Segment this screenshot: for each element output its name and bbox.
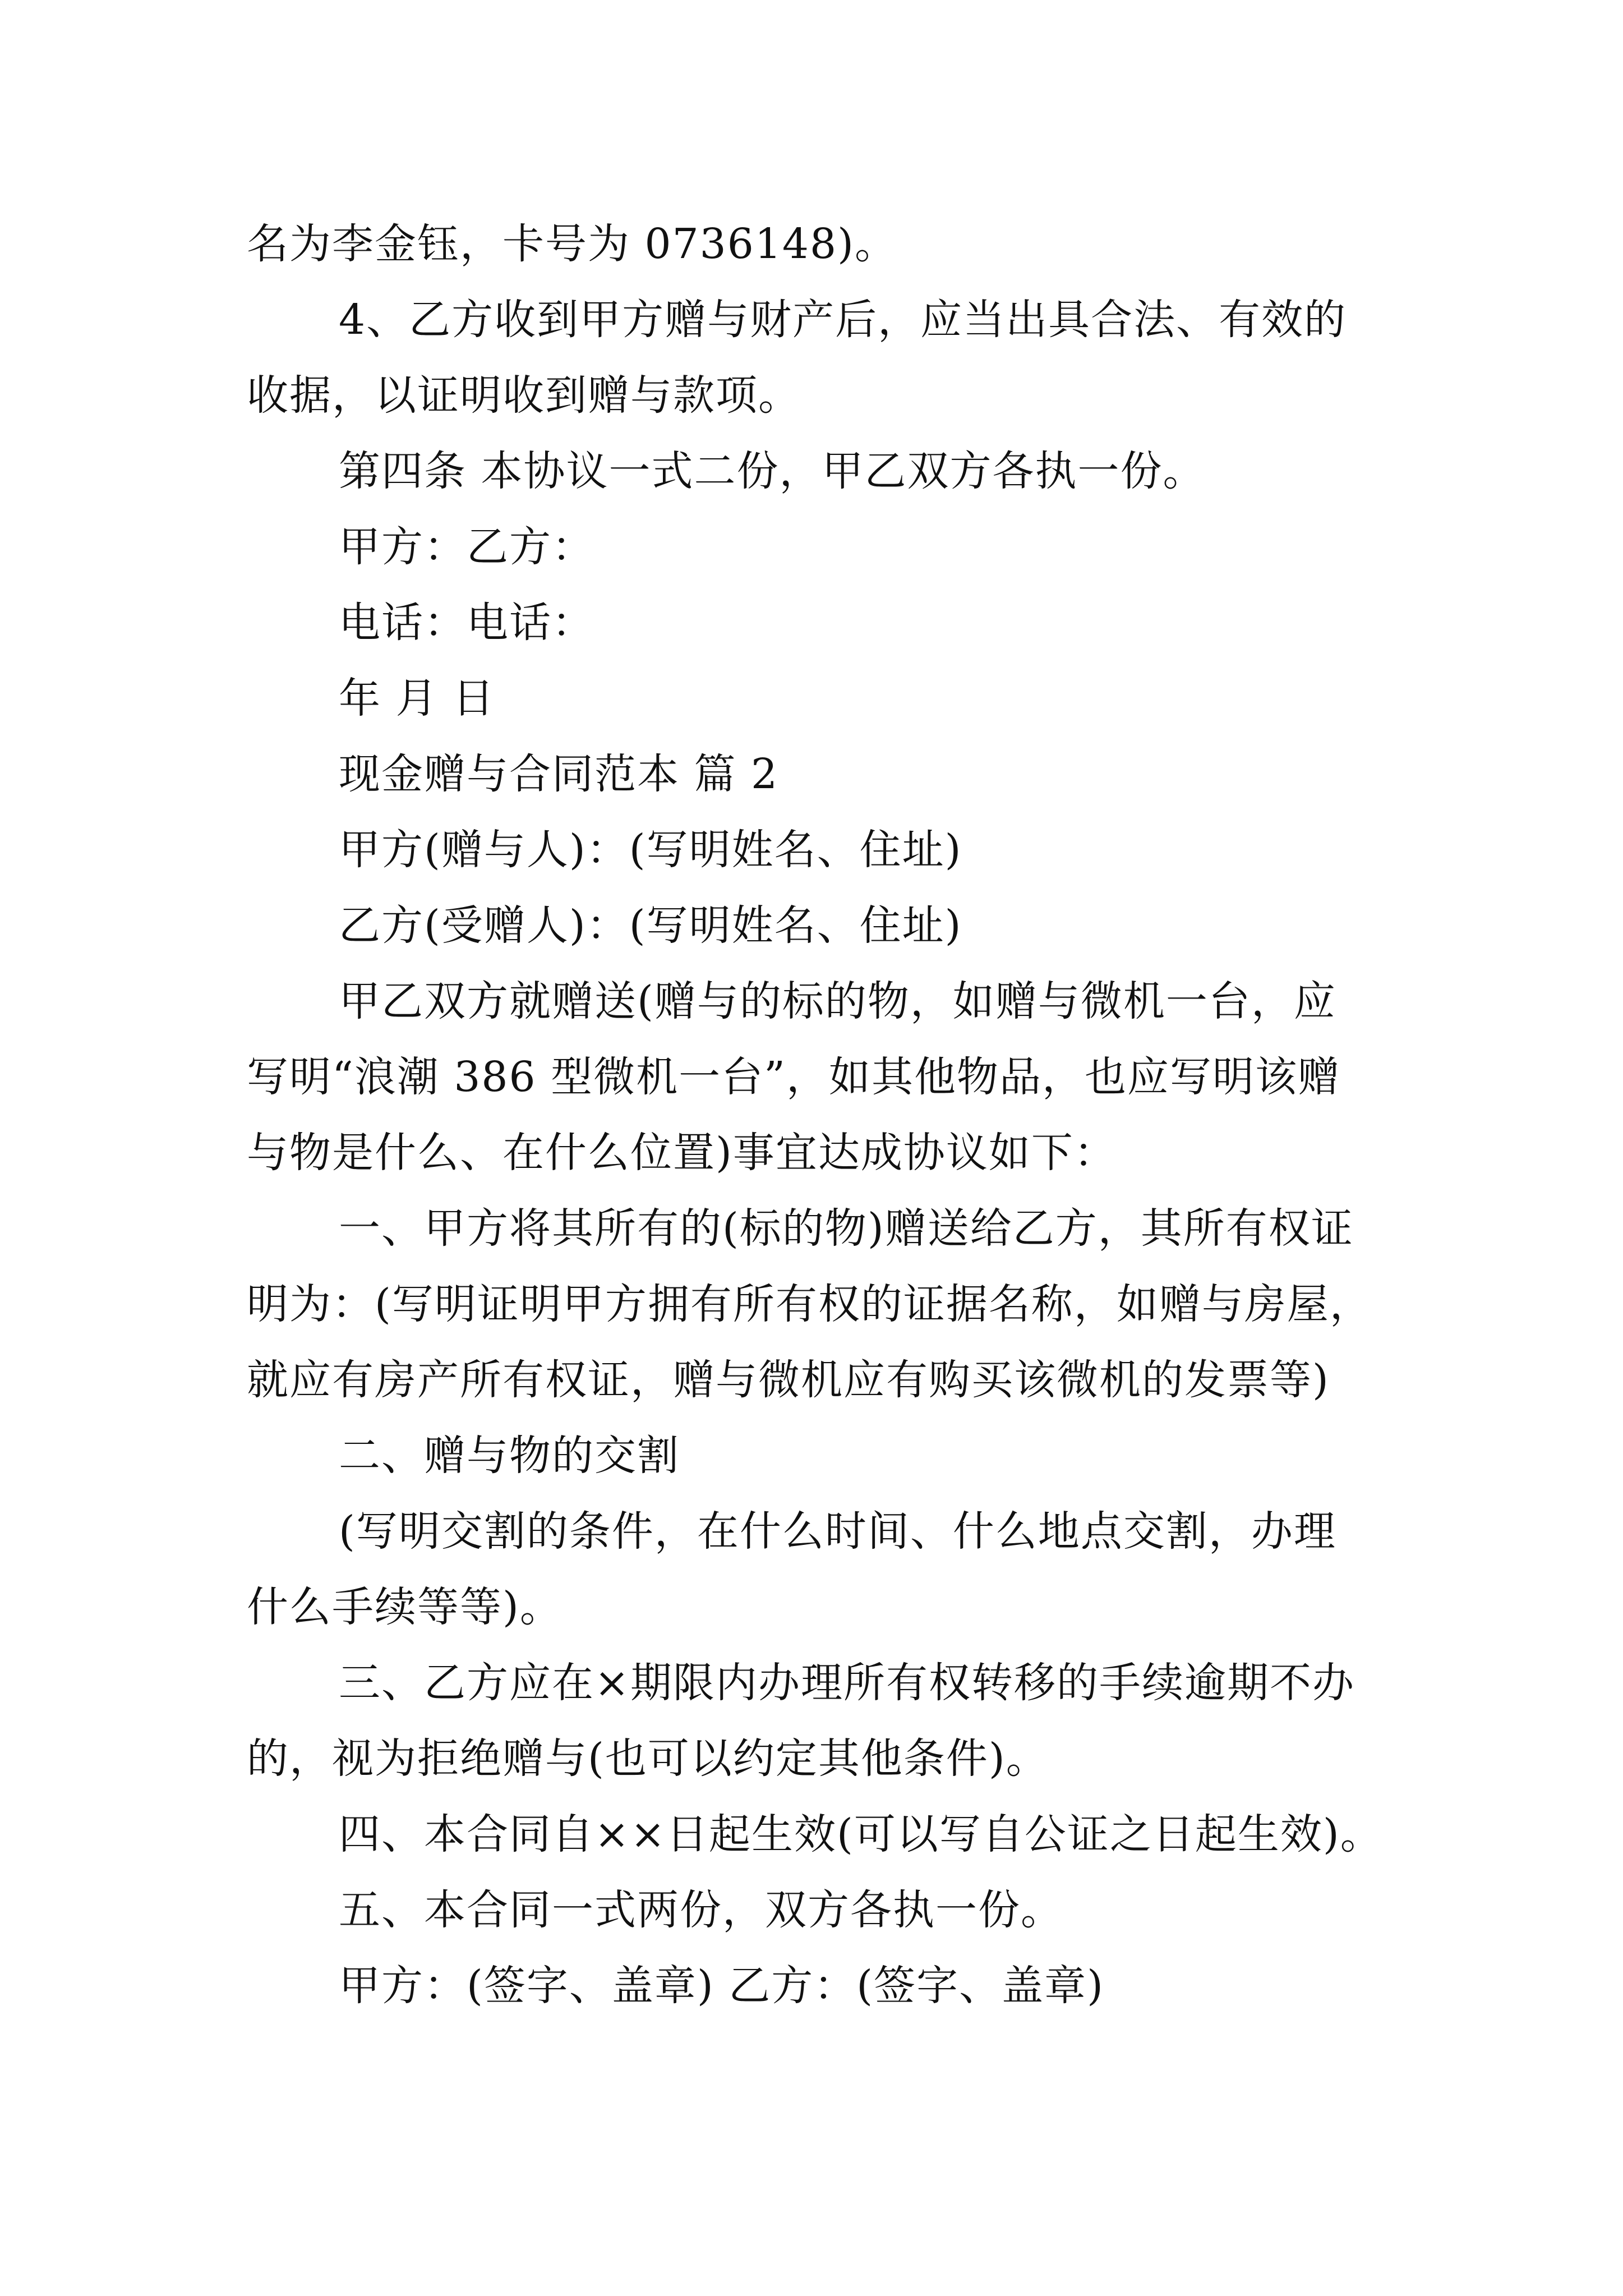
text-line: (写明交割的条件，在什么时间、什么地点交割，办理 xyxy=(339,1507,1336,1556)
text-line: 收据，以证明收到赠与款项。 xyxy=(247,371,801,420)
party-b-line: 乙方(受赠人)：(写明姓名、住址) xyxy=(339,901,962,950)
text-line: 与物是什么、在什么位置)事宜达成协议如下： xyxy=(247,1129,1117,1177)
section-heading: 现金赠与合同范本 篇 2 xyxy=(339,750,779,798)
text-line: 甲乙双方就赠送(赠与的标的物，如赠与微机一台，应 xyxy=(339,977,1336,1025)
signature-party-line: 甲方：乙方： xyxy=(339,523,594,571)
phone-line: 电话：电话： xyxy=(339,599,594,647)
party-a-line: 甲方(赠与人)：(写明姓名、住址) xyxy=(339,826,962,874)
clause-four-line: 四、本合同自××日起生效(可以写自公证之日起生效)。 xyxy=(339,1810,1383,1858)
signature-line: 甲方：(签字、盖章) 乙方：(签字、盖章) xyxy=(339,1962,1105,2010)
text-line: 写明“浪潮 386 型微机一台”，如其他物品，也应写明该赠 xyxy=(247,1053,1340,1101)
text-line: 的，视为拒绝赠与(也可以约定其他条件)。 xyxy=(247,1734,1049,1783)
clause-three-line: 三、乙方应在×期限内办理所有权转移的手续逾期不办 xyxy=(339,1659,1355,1707)
clause-five-line: 五、本合同一式两份，双方各执一份。 xyxy=(339,1886,1063,1934)
text-line: 明为：(写明证明甲方拥有所有权的证据名称，如赠与房屋， xyxy=(247,1280,1372,1328)
text-line: 什么手续等等)。 xyxy=(247,1583,562,1631)
date-line: 年 月 日 xyxy=(339,674,496,723)
text-line: 名为李金钰，卡号为 0736148)。 xyxy=(247,220,897,268)
article-four-line: 第四条 本协议一式二份，甲乙双方各执一份。 xyxy=(339,447,1206,495)
clause-one-line: 一、甲方将其所有的(标的物)赠送给乙方，其所有权证 xyxy=(339,1204,1354,1253)
clause-two-line: 二、赠与物的交割 xyxy=(339,1432,680,1480)
text-line: 就应有房产所有权证，赠与微机应有购买该微机的发票等) xyxy=(247,1356,1330,1404)
text-line: 4、乙方收到甲方赠与财产后，应当出具合法、有效的 xyxy=(339,296,1347,344)
